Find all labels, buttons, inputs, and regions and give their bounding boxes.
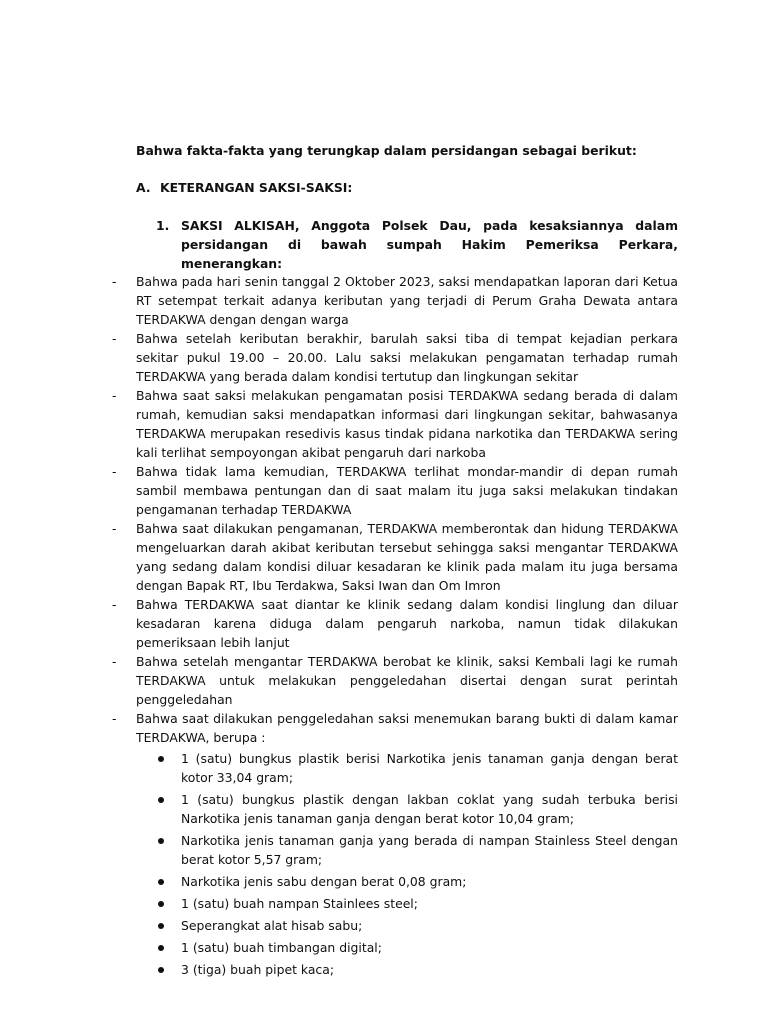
dash-marker: - bbox=[112, 331, 117, 346]
bullet-icon bbox=[158, 945, 164, 951]
evidence-item bbox=[136, 938, 678, 957]
list-item bbox=[112, 595, 678, 652]
facts-heading: Bahwa fakta-fakta yang terungkap dalam persidangan sebagai berikut: bbox=[136, 143, 637, 158]
list-item-text: Bahwa saat dilakukan pengamanan, TERDAKWA memberontak dan hidung TERDAKWA mengeluarkan darah akibat keributan tersebut sehingga saksi mengantar TERDAKWA yang sedang dalam kondisi diluar kesadaran ke klinik pada malam itu juga bersama dengan Bapak RT, Ibu Terdakwa, Saksi Iwan dan Om Imron bbox=[136, 521, 678, 593]
evidence-item bbox=[136, 916, 678, 935]
list-item bbox=[112, 652, 678, 709]
witness-heading bbox=[156, 216, 678, 273]
evidence-item-text: Seperangkat alat hisab sabu; bbox=[181, 918, 363, 933]
evidence-item-text: Narkotika jenis sabu dengan berat 0,08 gram; bbox=[181, 874, 467, 889]
list-item bbox=[112, 272, 678, 329]
section-a-title: KETERANGAN SAKSI-SAKSI: bbox=[160, 180, 353, 195]
bullet-icon bbox=[158, 901, 164, 907]
list-item-text: Bahwa tidak lama kemudian, TERDAKWA terlihat mondar-mandir di depan rumah sambil membawa pentungan dan di saat malam itu juga saksi melakukan tindakan pengamanan terhadap TERDAKWA bbox=[136, 464, 678, 517]
evidence-item-text: 1 (satu) bungkus plastik dengan lakban coklat yang sudah terbuka berisi Narkotika jenis tanaman ganja dengan berat kotor 10,04 gram; bbox=[181, 792, 678, 826]
section-a-heading bbox=[136, 178, 352, 197]
list-item bbox=[112, 386, 678, 462]
testimony-list bbox=[112, 272, 678, 982]
list-item bbox=[112, 519, 678, 595]
evidence-item-text: Narkotika jenis tanaman ganja yang berada di nampan Stainless Steel dengan berat kotor 5,57 gram; bbox=[181, 833, 678, 867]
list-item-text: Bahwa saat saksi melakukan pengamatan posisi TERDAKWA sedang berada di dalam rumah, kemudian saksi mendapatkan informasi dari lingkungan sekitar, bahwasanya TERDAKWA merupakan resedivis kasus tindak pidana narkotika dan TERDAKWA sering kali terlihat sempoyongan akibat pengaruh dari narkoba bbox=[136, 388, 678, 460]
dash-marker: - bbox=[112, 274, 117, 289]
dash-marker: - bbox=[112, 521, 117, 536]
list-item bbox=[112, 462, 678, 519]
dash-marker: - bbox=[112, 388, 117, 403]
dash-marker: - bbox=[112, 464, 117, 479]
dash-marker: - bbox=[112, 597, 117, 612]
bullet-icon bbox=[158, 797, 164, 803]
list-item-text: Bahwa setelah keributan berakhir, barulah saksi tiba di tempat kejadian perkara sekitar pukul 19.00 – 20.00. Lalu saksi melakukan pengamatan terhadap rumah TERDAKWA yang berada dalam kondisi tertutup dan lingkungan sekitar bbox=[136, 331, 678, 384]
bullet-icon bbox=[158, 879, 164, 885]
bullet-icon bbox=[158, 967, 164, 973]
list-item bbox=[112, 329, 678, 386]
bullet-icon bbox=[158, 923, 164, 929]
list-item-text: Bahwa setelah mengantar TERDAKWA berobat ke klinik, saksi Kembali lagi ke rumah TERDAKWA untuk melakukan penggeledahan disertai dengan surat perintah penggeledahan bbox=[136, 654, 678, 707]
evidence-item-text: 3 (tiga) buah pipet kaca; bbox=[181, 962, 335, 977]
witness-text: SAKSI ALKISAH, Anggota Polsek Dau, pada kesaksiannya dalam persidangan di bawah sumpah Hakim Pemeriksa Perkara, menerangkan: bbox=[181, 218, 678, 271]
evidence-item bbox=[136, 831, 678, 869]
bullet-icon bbox=[158, 838, 164, 844]
dash-marker: - bbox=[112, 711, 117, 726]
evidence-item bbox=[136, 872, 678, 891]
list-item-text: Bahwa pada hari senin tanggal 2 Oktober 2023, saksi mendapatkan laporan dari Ketua RT setempat terkait adanya keributan yang terjadi di Perum Graha Dewata antara TERDAKWA dengan dengan warga bbox=[136, 274, 678, 327]
evidence-item-text: 1 (satu) buah nampan Stainlees steel; bbox=[181, 896, 418, 911]
evidence-list bbox=[136, 749, 678, 979]
evidence-item-text: 1 (satu) bungkus plastik berisi Narkotika jenis tanaman ganja dengan berat kotor 33,04 gram; bbox=[181, 751, 678, 785]
evidence-item bbox=[136, 894, 678, 913]
evidence-item bbox=[136, 749, 678, 787]
evidence-item-text: 1 (satu) buah timbangan digital; bbox=[181, 940, 382, 955]
list-item-text: Bahwa saat dilakukan penggeledahan saksi menemukan barang bukti di dalam kamar TERDAKWA, berupa : bbox=[136, 711, 678, 745]
evidence-item bbox=[136, 960, 678, 979]
evidence-item bbox=[136, 790, 678, 828]
section-a-marker: A. bbox=[136, 180, 151, 195]
dash-marker: - bbox=[112, 654, 117, 669]
list-item-text: Bahwa TERDAKWA saat diantar ke klinik sedang dalam kondisi linglung dan diluar kesadaran karena diduga dalam pengaruh narkoba, namun tidak dilakukan pemeriksaan lebih lanjut bbox=[136, 597, 678, 650]
bullet-icon bbox=[158, 756, 164, 762]
witness-number: 1. bbox=[156, 218, 170, 233]
list-item bbox=[112, 709, 678, 979]
